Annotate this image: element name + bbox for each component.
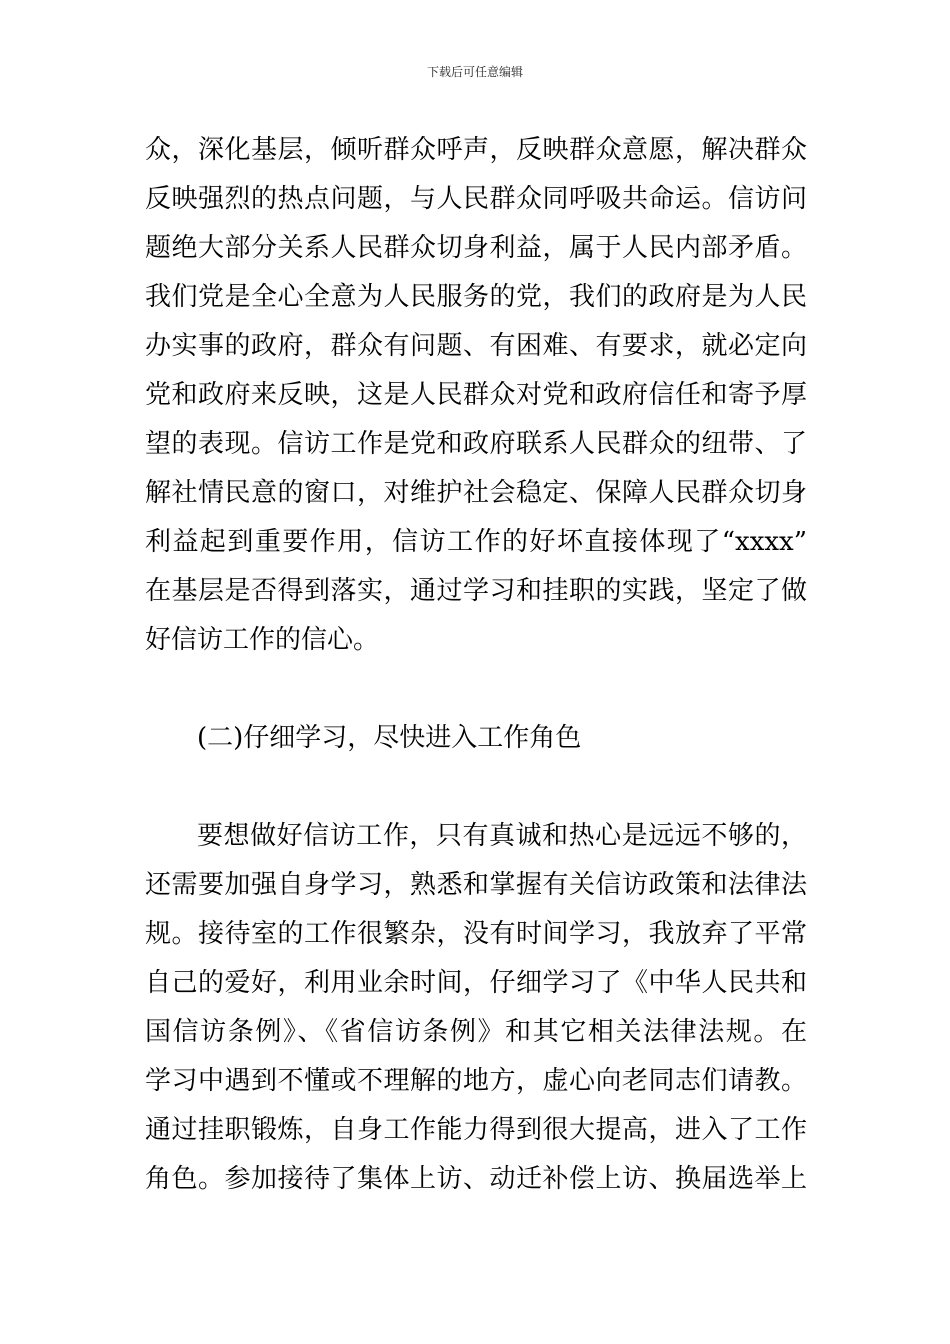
text-line: 众，深化基层，倾听群众呼声，反映群众意愿，解决群众 — [145, 135, 807, 165]
text-line: 规。接待室的工作很繁杂，没有时间学习，我放弃了平常 — [145, 919, 807, 949]
text-line: 利益起到重要作用，信访工作的好坏直接体现了“xxxx” — [145, 527, 807, 557]
text-line: 我们党是全心全意为人民服务的党，我们的政府是为人民 — [145, 282, 807, 312]
text-line: 题绝大部分关系人民群众切身利益，属于人民内部矛盾。 — [145, 233, 807, 263]
text-line: 党和政府来反映，这是人民群众对党和政府信任和寄予厚 — [145, 380, 807, 410]
section-heading: (二)仔细学习，尽快进入工作角色 — [197, 723, 582, 753]
paragraph-2 — [145, 812, 807, 1204]
paragraph-1 — [145, 126, 807, 665]
text-line: 望的表现。信访工作是党和政府联系人民群众的纽带、了 — [145, 429, 807, 459]
paragraph-spacer — [145, 665, 807, 714]
text-line: 解社情民意的窗口，对维护社会稳定、保障人民群众切身 — [145, 478, 807, 508]
text-line: 要想做好信访工作，只有真诚和热心是远远不够的， — [197, 821, 807, 851]
text-line: 反映强烈的热点问题，与人民群众同呼吸共命运。信访问 — [145, 184, 807, 214]
text-line: 学习中遇到不懂或不理解的地方，虚心向老同志们请教。 — [145, 1066, 807, 1096]
text-line: 还需要加强自身学习，熟悉和掌握有关信访政策和法律法 — [145, 870, 807, 900]
text-line: 自己的爱好，利用业余时间，仔细学习了《中华人民共和 — [145, 968, 807, 998]
paragraph-spacer — [145, 763, 807, 812]
text-line: 办实事的政府，群众有问题、有困难、有要求，就必定向 — [145, 331, 807, 361]
page-header: 下载后可任意编辑 — [426, 65, 523, 79]
text-line: 角色。参加接待了集体上访、动迁补偿上访、换届选举上 — [145, 1164, 807, 1194]
text-line: 通过挂职锻炼，自身工作能力得到很大提高，进入了工作 — [145, 1115, 807, 1145]
document-body — [145, 126, 807, 1204]
text-line: 好信访工作的信心。 — [145, 625, 380, 655]
text-line: 国信访条例》、《省信访条例》和其它相关法律法规。在 — [145, 1017, 807, 1047]
text-line: 在基层是否得到落实，通过学习和挂职的实践，坚定了做 — [145, 576, 807, 606]
